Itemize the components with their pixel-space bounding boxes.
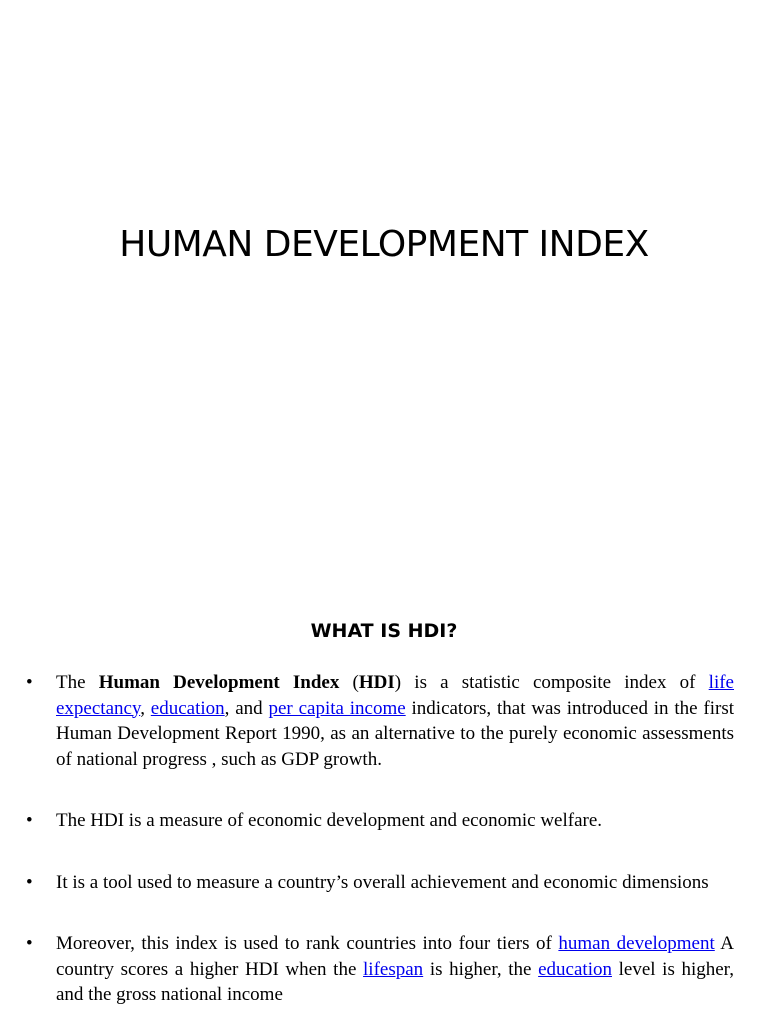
text-segment: level is higher, and the gross national income <box>56 958 734 1005</box>
slide-title: HUMAN DEVELOPMENT INDEX <box>119 224 649 265</box>
link-human-development[interactable]: human development <box>558 933 715 954</box>
text-segment: It is a tool used to measure a country’s overall achievement and economic dimensions <box>56 871 709 893</box>
bullet-icon: • <box>26 810 33 831</box>
text-segment: A country scores a higher HDI when the <box>56 933 734 980</box>
text-segment: Moreover, this index is used to rank countries into four tiers of <box>56 933 559 954</box>
bold-term: Human Development Index <box>98 672 340 693</box>
text-segment: is higher, the <box>423 958 539 980</box>
link-life-expectancy[interactable]: life expectancy <box>56 672 734 719</box>
text-segment: ( <box>339 672 359 693</box>
text-segment: The HDI is a measure of economic development and economic welfare. <box>56 810 603 831</box>
bullet-icon: • <box>26 933 33 954</box>
link-education-2[interactable]: education <box>538 958 612 980</box>
bullet-icon: • <box>26 871 33 893</box>
text-segment: ) is a statistic composite index of <box>394 672 709 693</box>
text-segment: , and <box>224 697 269 719</box>
bullet-icon: • <box>26 672 33 693</box>
link-education[interactable]: education <box>150 697 225 719</box>
bold-term: HDI <box>358 672 395 693</box>
list-item <box>0 670 734 772</box>
list-item <box>0 870 734 896</box>
link-lifespan[interactable]: lifespan <box>363 958 424 980</box>
list-item <box>0 931 734 1008</box>
section-heading: WHAT IS HDI? <box>310 620 458 642</box>
text-segment: , <box>140 697 151 719</box>
list-item <box>0 808 734 834</box>
bullet-list <box>0 670 768 1008</box>
text-segment: The <box>56 672 99 693</box>
link-per-capita-income[interactable]: per capita income <box>268 697 406 719</box>
text-segment: indicators, that was introduced in the first Human Development Report 1990, as an alternative to the purely economic assessments of national progress , such as GDP growth. <box>56 697 735 770</box>
